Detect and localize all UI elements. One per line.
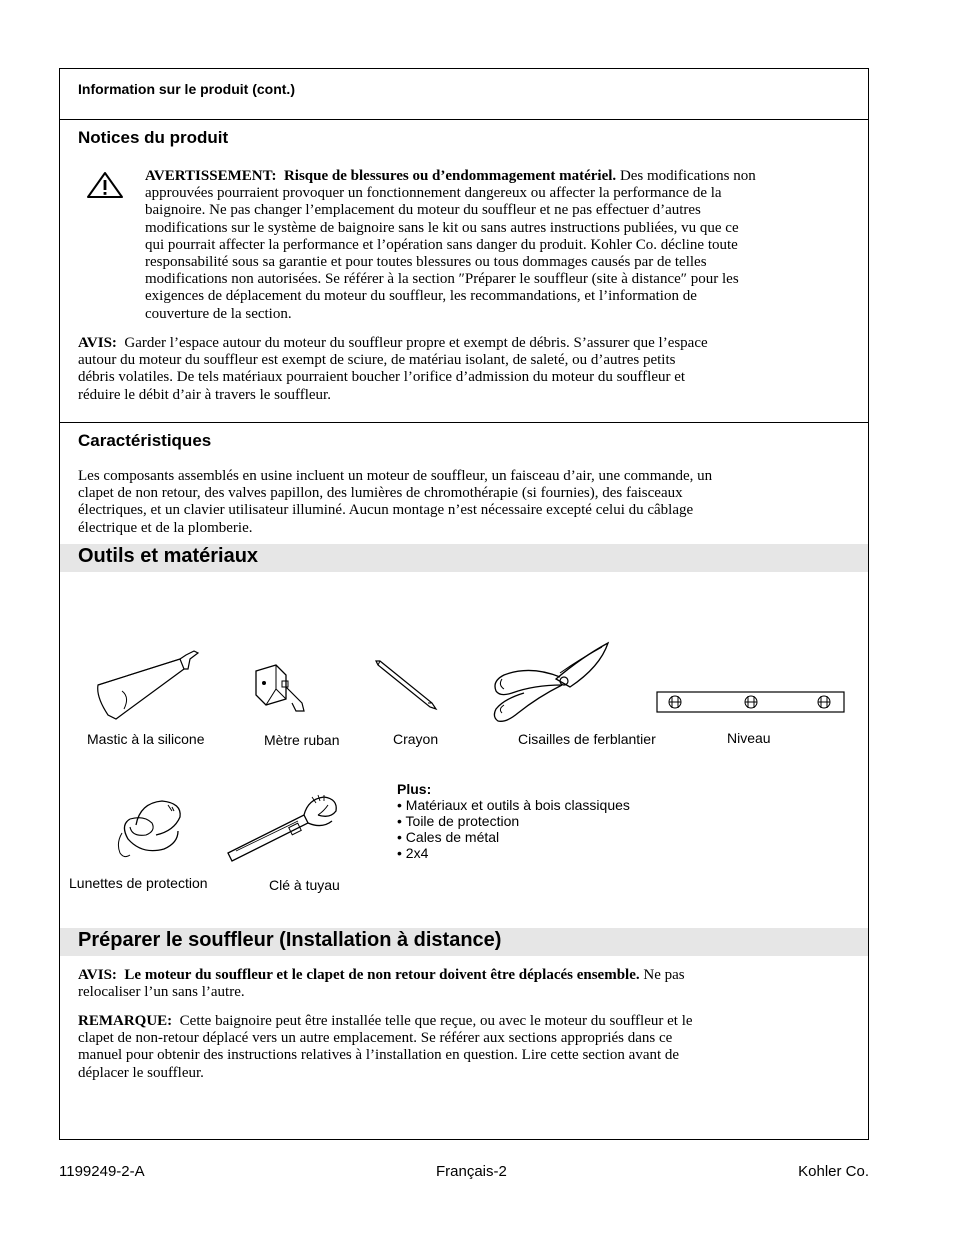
avis-label: AVIS: (78, 967, 117, 983)
list-item: • Cales de métal (397, 829, 500, 845)
features-heading: Caractéristiques (78, 431, 212, 450)
wrench-label: Clé à tuyau (269, 877, 340, 893)
prepare-band (60, 928, 868, 956)
warning-triangle-icon (86, 171, 124, 199)
divider (60, 119, 868, 120)
pencil-icon (374, 659, 438, 711)
tape-label: Mètre ruban (264, 732, 340, 748)
snips-label: Cisailles de ferblantier (518, 731, 656, 747)
safety-goggles-icon (116, 797, 188, 863)
prepare-heading: Préparer le souffleur (Installation à distance) (78, 929, 502, 951)
avis-text: AVIS: Garder l’espace autour du moteur du souffleur propre et exempt de débris. S’assurer que l’espace autour du moteur du souffleur est exempt de sciure, de matériau isolant, de saleté, ou d’autres petits débris volatiles. De tels matériaux pourraient boucher l’orifice d’admission du moteur du souffleur et réduire le débit d’air à travers le souffleur. (78, 335, 708, 403)
caulk-tube-icon (94, 647, 204, 723)
plus-label: Plus: (397, 781, 432, 797)
tools-band (60, 544, 868, 572)
warning-label: AVERTISSEMENT: (145, 168, 277, 184)
goggles-label: Lunettes de protection (69, 875, 208, 891)
list-item: • 2x4 (397, 845, 429, 861)
page-frame (59, 68, 869, 1140)
warning-bold: Risque de blessures ou d’endommagement matériel. (283, 168, 617, 184)
notices-heading: Notices du produit (78, 128, 229, 147)
section-header: Information sur le produit (cont.) (78, 81, 295, 97)
footer-company: Kohler Co. (798, 1163, 869, 1180)
tape-measure-icon (252, 661, 312, 717)
list-item: • Matériaux et outils à bois classiques (397, 797, 630, 813)
tools-heading: Outils et matériaux (78, 545, 259, 567)
footer-doc-number: 1199249-2-A (59, 1163, 145, 1180)
divider (60, 422, 868, 423)
list-item: • Toile de protection (397, 813, 520, 829)
footer-page-number: Français-2 (436, 1163, 507, 1180)
caulk-label: Mastic à la silicone (87, 731, 205, 747)
pencil-label: Crayon (393, 731, 439, 747)
pipe-wrench-icon (224, 793, 340, 863)
remarque-text: REMARQUE: Cette baignoire peut être installée telle que reçue, ou avec le moteur du souffleur et le clapet de non-retour déplacé vers un autre emplacement. Se référer aux sections appropriés dans ce manuel pour obtenir des instructions relatives à l’installation en question. Lire cette section avant de déplacer le souffleur. (78, 1013, 693, 1081)
remarque-label: REMARQUE: (78, 1013, 173, 1029)
plus-list (397, 781, 630, 861)
level-icon (656, 690, 846, 714)
tin-snips-icon (490, 641, 614, 727)
level-label: Niveau (727, 730, 771, 746)
features-text: Les composants assemblés en usine incluent un moteur de souffleur, un faisceau d’air, une commande, un clapet de non retour, des valves papillon, des lumières de chromothérapie (si fournies), des faisceaux électriques, et un clavier utilisateur illuminé. Aucun montage n’est nécessaire excepté celui du câblage électrique et de la plomberie. (78, 468, 713, 536)
warning-text: AVERTISSEMENT: Risque de blessures ou d’endommagement matériel. Des modifications non approuvées pourraient provoquer un fonctionnement dangereux ou affecter la performance de la baignoire. Ne pas changer l’emplacement du moteur du souffleur et ne pas effectuer d’autres modifications sur le système de baignoire sans le kit ou sans autres instructions publiées, vu que ce qui pourrait affecter la performance et l’opération sans danger du produit. Kohler Co. décline toute responsabilité sous sa garantie et pour toutes blessures ou tous dommages causés par de telles modifications non autorisées. Se référer à la section ″Préparer le souffleur (site à distance″ pour les exigences de déplacement du moteur du souffleur, les recommandations, et l’information de couverture de la section. (145, 168, 756, 322)
avis-label: AVIS: (78, 335, 117, 351)
prepare-avis-text: AVIS: Le moteur du souffleur et le clapet de non retour doivent être déplacés ensemble. Ne pas relocaliser l’un sans l’autre. (78, 967, 685, 1001)
